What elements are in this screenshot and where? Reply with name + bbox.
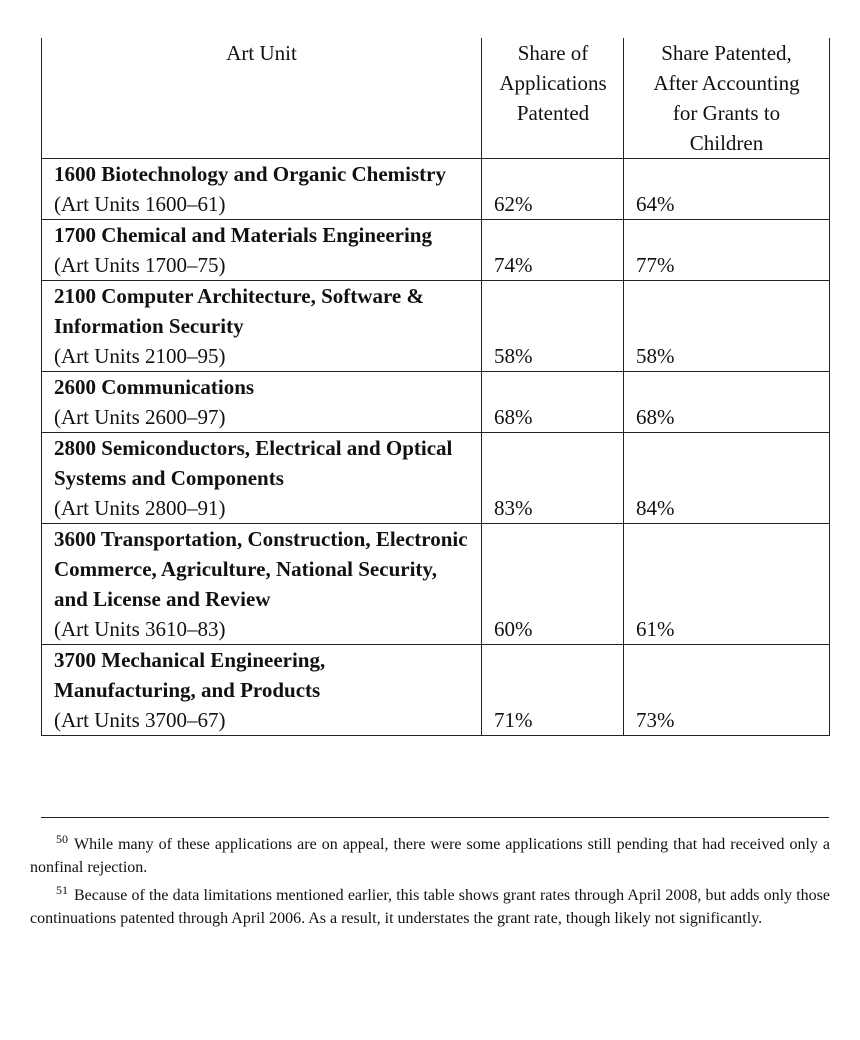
adjusted-share-value: 68% (624, 372, 830, 433)
art-unit-range: (Art Units 2800–91) (54, 496, 226, 520)
table-row (42, 220, 830, 281)
art-unit-range: (Art Units 3700–67) (54, 708, 226, 732)
share-patented-value: 60% (482, 524, 624, 645)
header-art-unit: Art Unit (42, 38, 482, 159)
table-row (42, 372, 830, 433)
adjusted-share-value: 77% (624, 220, 830, 281)
table-row (42, 159, 830, 220)
adjusted-share-value: 61% (624, 524, 830, 645)
table-row (42, 281, 830, 372)
art-unit-name: 3600 Transportation, Construction, Electronic Commerce, Agriculture, National Security, and License and Review (54, 527, 468, 611)
footnotes (30, 828, 830, 930)
art-unit-range: (Art Units 2600–97) (54, 405, 226, 429)
header-share-patented: Share of Applications Patented (482, 38, 624, 159)
art-unit-cell (42, 220, 482, 281)
footnote (30, 879, 830, 930)
footnote-divider (41, 817, 829, 818)
art-unit-range: (Art Units 3610–83) (54, 617, 226, 641)
art-unit-cell (42, 281, 482, 372)
table-row (42, 524, 830, 645)
footnote-number: 50 (56, 832, 68, 846)
art-unit-name: 2100 Computer Architecture, Software & Information Security (54, 284, 424, 338)
footnote-text: Because of the data limitations mentioned earlier, this table shows grant rates through April 2008, but adds only those continuations patented through April 2006. As a result, it understates the grant rate, though likely not significantly. (30, 887, 830, 927)
header-share-after-children: Share Patented, After Accounting for Grants to Children (624, 38, 830, 159)
adjusted-share-value: 84% (624, 433, 830, 524)
share-patented-value: 68% (482, 372, 624, 433)
adjusted-share-value: 64% (624, 159, 830, 220)
footnote-text: While many of these applications are on appeal, there were some applications still pending that had received only a nonfinal rejection. (30, 836, 830, 876)
art-unit-name: 2800 Semiconductors, Electrical and Optical Systems and Components (54, 436, 453, 490)
grant-rate-table (41, 38, 830, 736)
share-patented-value: 71% (482, 645, 624, 736)
art-unit-name: 1700 Chemical and Materials Engineering (54, 223, 432, 247)
footnote-number: 51 (56, 883, 68, 897)
art-unit-name: 2600 Communications (54, 375, 255, 399)
art-unit-cell (42, 433, 482, 524)
table-row (42, 645, 830, 736)
table-row (42, 433, 830, 524)
art-unit-cell (42, 159, 482, 220)
art-unit-range: (Art Units 1600–61) (54, 192, 226, 216)
art-unit-cell (42, 524, 482, 645)
share-patented-value: 74% (482, 220, 624, 281)
adjusted-share-value: 58% (624, 281, 830, 372)
art-unit-cell (42, 645, 482, 736)
footnote (30, 828, 830, 879)
adjusted-share-value: 73% (624, 645, 830, 736)
art-unit-name: 3700 Mechanical Engineering, Manufacturing, and Products (54, 648, 326, 702)
share-patented-value: 62% (482, 159, 624, 220)
share-patented-value: 58% (482, 281, 624, 372)
art-unit-range: (Art Units 2100–95) (54, 344, 226, 368)
art-unit-name: 1600 Biotechnology and Organic Chemistry (54, 162, 446, 186)
table-header-row (42, 38, 830, 159)
art-unit-cell (42, 372, 482, 433)
share-patented-value: 83% (482, 433, 624, 524)
art-unit-range: (Art Units 1700–75) (54, 253, 226, 277)
